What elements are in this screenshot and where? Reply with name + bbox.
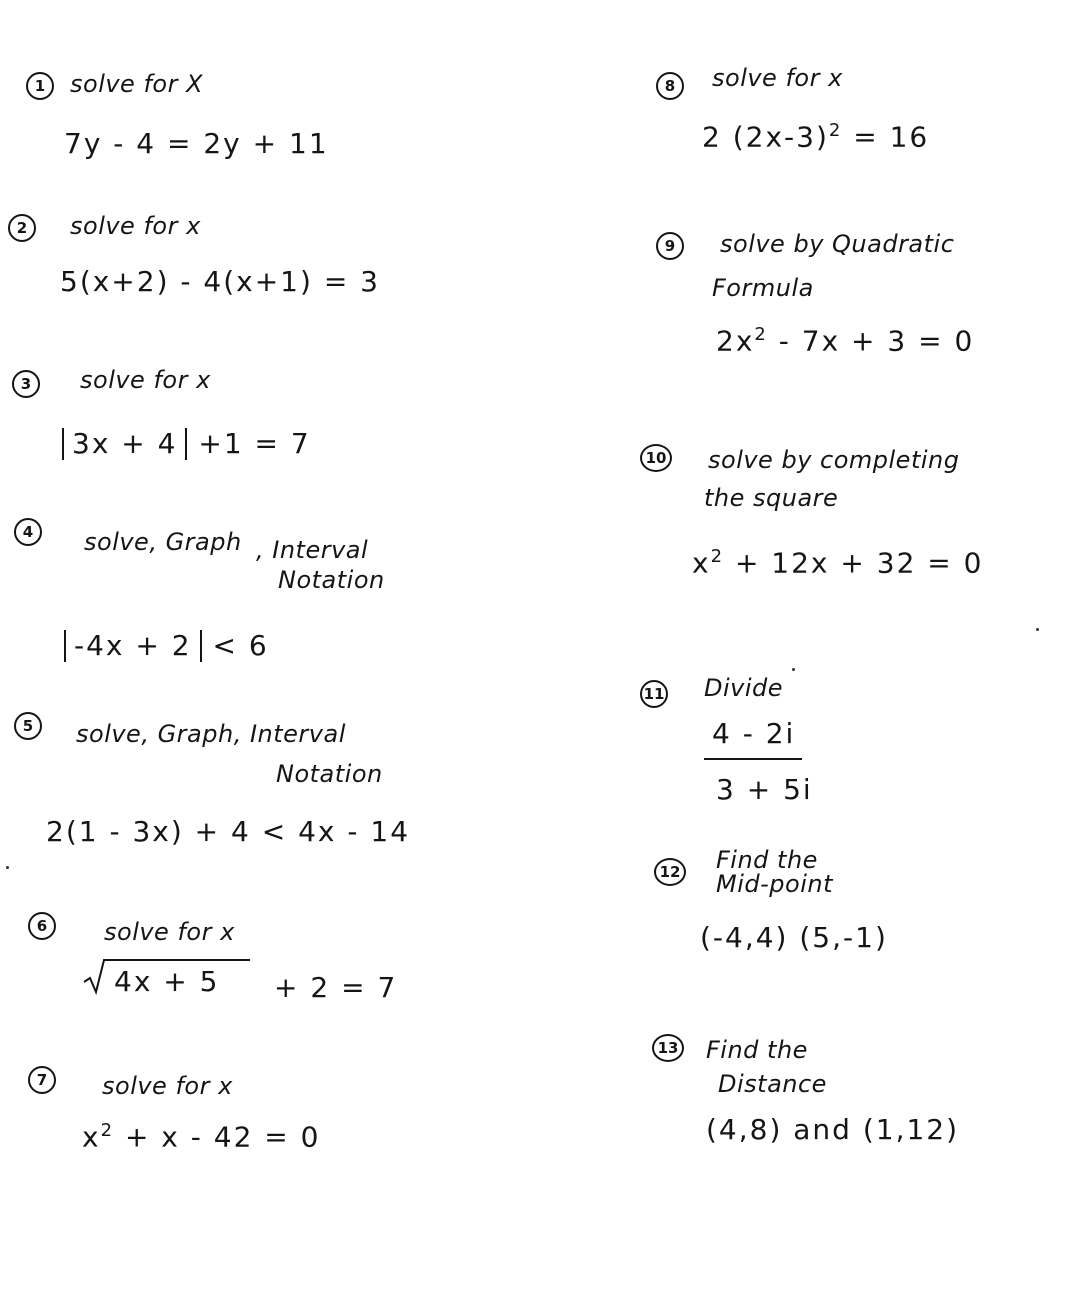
scan-speck — [792, 668, 795, 671]
scan-speck — [1036, 628, 1039, 631]
problem-number: 13 — [652, 1034, 684, 1062]
problem-instruction: solve by completing — [708, 446, 960, 474]
problem-instruction: solve for x — [80, 366, 211, 394]
equation-tail: +1 = 7 — [198, 427, 311, 460]
fraction-denominator: 3 + 5i — [716, 773, 813, 806]
problem-equation: 2(1 - 3x) + 4 < 4x - 14 — [46, 815, 411, 848]
problem-number: 9 — [656, 232, 684, 260]
problem-equation: 7y - 4 = 2y + 11 — [64, 127, 329, 160]
equation-tail: < 6 — [212, 629, 269, 662]
equation-part: x — [82, 1120, 101, 1154]
fraction-bar — [704, 758, 802, 760]
problem-equation — [702, 120, 930, 154]
exponent: 2 — [710, 546, 725, 567]
problem-equation — [82, 1120, 321, 1154]
fraction-numerator: 4 - 2i — [712, 717, 796, 750]
problem-number: 11 — [640, 680, 668, 708]
equation-part: + x - 42 = 0 — [124, 1120, 321, 1154]
problem-instruction-distance: Distance — [718, 1070, 827, 1098]
problem-equation — [692, 546, 984, 580]
exponent: 2 — [754, 324, 768, 345]
problem-equation — [716, 324, 975, 358]
problem-instruction-notation: Notation — [276, 760, 383, 788]
problem-instruction: solve, Graph, Interval — [76, 720, 346, 748]
absolute-value: 3x + 4 — [62, 428, 187, 460]
problem-number: 5 — [14, 712, 42, 740]
problem-equation: 5(x+2) - 4(x+1) = 3 — [60, 265, 380, 298]
problem-instruction: Divide — [704, 674, 784, 702]
problem-instruction: solve for x — [102, 1072, 233, 1100]
problem-number: 1 — [26, 72, 54, 100]
problem-equation — [64, 630, 269, 662]
problem-number: 10 — [640, 444, 672, 472]
absolute-value: -4x + 2 — [64, 630, 202, 662]
problem-instruction: solve by Quadratic — [720, 230, 955, 258]
problem-instruction: solve for X — [70, 70, 204, 98]
radicand: 4x + 5 — [114, 965, 220, 998]
problem-instruction-extra: , Interval — [256, 536, 369, 564]
problem-instruction-formula: Formula — [712, 274, 814, 302]
problem-instruction-notation: Notation — [278, 566, 385, 594]
problem-number: 7 — [28, 1066, 56, 1094]
problem-instruction: solve for x — [70, 212, 201, 240]
exponent: 2 — [828, 120, 843, 141]
problem-instruction: Find the — [716, 846, 818, 874]
equation-tail: + 2 = 7 — [274, 971, 398, 1004]
problem-number: 3 — [12, 370, 40, 398]
problem-equation: (-4,4) (5,-1) — [700, 921, 888, 954]
equation-part: = 16 — [853, 120, 930, 154]
problem-instruction-square: the square — [704, 484, 839, 512]
scan-speck — [6, 866, 9, 869]
problem-number: 12 — [654, 858, 686, 886]
problem-instruction: solve for x — [104, 918, 235, 946]
problem-instruction: Find the — [706, 1036, 808, 1064]
problem-number: 4 — [14, 518, 42, 546]
problem-number: 6 — [28, 912, 56, 940]
problem-instruction: solve, Graph — [84, 528, 242, 556]
problem-equation — [62, 428, 311, 460]
equation-part: + 12x + 32 = 0 — [734, 546, 984, 580]
equation-part: 2x — [716, 324, 755, 358]
problem-instruction: solve for x — [712, 64, 843, 92]
problem-number: 8 — [656, 72, 684, 100]
problem-number: 2 — [8, 214, 36, 242]
equation-part: x — [692, 546, 711, 580]
equation-part: 2 (2x-3) — [702, 120, 829, 154]
problem-equation: (4,8) and (1,12) — [706, 1113, 960, 1146]
exponent: 2 — [100, 1120, 115, 1141]
problem-instruction-midpoint: Mid-point — [716, 870, 833, 898]
equation-part: - 7x + 3 = 0 — [778, 324, 975, 358]
